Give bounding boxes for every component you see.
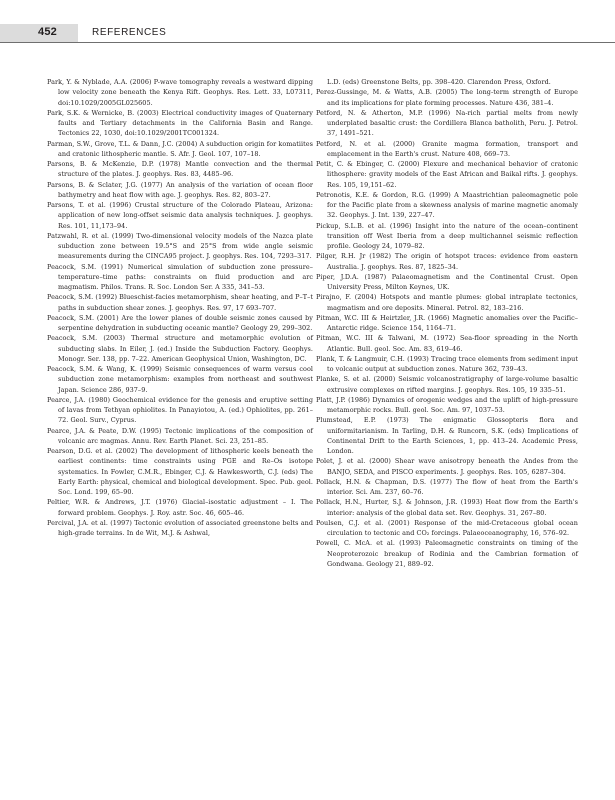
reference-column-left <box>47 77 313 538</box>
reference-entry: Percival, J.A. et al. (1997) Tectonic evolution of associated greenstone belts and high-grade terrains. In de Wit, M.J. & Ashwal, <box>47 518 313 537</box>
reference-entry: Perez-Gussinge, M. & Watts, A.B. (2005) The long-term strength of Europe and its implications for plate forming processes. Nature 436, 381–4. <box>316 88 578 107</box>
reference-entry: Poulsen, C.J. et al. (2001) Response of the mid-Cretaceous global ocean circulation to tectonic and CO₂ forcings. Palaeoceanography, 16, 576–92. <box>316 518 578 537</box>
running-header <box>0 24 615 43</box>
reference-entry: Peacock, S.M. (1991) Numerical simulation of subduction zone pressure–temperature–time paths: constraints on fluid production and arc magmatism. Philos. Trans. R. Soc. London Ser. A 335, 341–53. <box>47 262 313 291</box>
reference-entry: Plumstead, E.P. (1973) The enigmatic Glossopteris flora and uniformitarianism. In Tarling, D.H. & Runcorn, S.K. (eds) Implications of Continental Drift to the Earth Sciences, 1, pp. 413–24. Academic Press, London. <box>316 416 578 455</box>
reference-entry: Plank, T. & Langmuir, C.H. (1993) Tracing trace elements from sediment input to volcanic output at subduction zones. Nature 362, 739–43. <box>316 354 578 373</box>
reference-column-right <box>316 77 578 569</box>
reference-entry: Polet, J. et al. (2000) Shear wave anisotropy beneath the Andes from the BANJO, SEDA, and PISCO experiments. J. geophys. Res. 105, 6287–304. <box>316 457 578 476</box>
reference-entry: Pollack, H.N. & Chapman, D.S. (1977) The flow of heat from the Earth's interior. Sci. Am. 237, 60–76. <box>316 477 578 496</box>
reference-entry: Park, S.K. & Wernicke, B. (2003) Electrical conductivity images of Quaternary faults and Tertiary detachments in the California Basin and Range. Tectonics 22, 1030, doi:10.1029/2001TC001324. <box>47 108 313 138</box>
reference-entry: Pearce, J.A. (1980) Geochemical evidence for the genesis and eruptive setting of lavas from Tethyan ophiolites. In Panayiotou, A. (ed.) Ophiolites, pp. 261–72. Geol. Surv., Cyprus. <box>47 395 313 425</box>
reference-entry: Park, Y. & Nyblade, A.A. (2006) P-wave tomography reveals a westward dipping low velocity zone beneath the Kenya Rift. Geophys. Res. Lett. 33, L07311, doi:10.1029/2005GL025605. <box>47 78 313 107</box>
reference-entry: Patzwahl, R. et al. (1999) Two-dimensional velocity models of the Nazca plate subduction zone between 19.5°S and 25°S from wide angle seismic measurements during the CINCA95 project. J. geophys. Res. 104, 7293–317. <box>47 231 313 261</box>
reference-entry: Peacock, S.M. (1992) Blueschist-facies metamorphism, shear heating, and P–T–t paths in subduction shear zones. J. geophys. Res. 97, 17 693–707. <box>47 293 313 312</box>
reference-entry: Parsons, B. & McKenzie, D.P. (1978) Mantle convection and the thermal structure of the plates. J. geophys. Res. 83, 4485–96. <box>47 160 313 179</box>
page-number: 452 <box>38 26 57 38</box>
reference-entry: Petronotis, K.E. & Gordon, R.G. (1999) A Maastrichtian paleomagnetic pole for the Pacific plate from a skewness analysis of marine magnetic anomaly 32. Geophys. J. Int. 139, 227–47. <box>316 190 578 220</box>
reference-entry: Planke, S. et al. (2000) Seismic volcanostratigraphy of large-volume basaltic extrusive complexes on rifted margins. J. geophys. Res. 105, 19 335–51. <box>316 375 578 394</box>
reference-entry: Parsons, B. & Sclater, J.G. (1977) An analysis of the variation of ocean floor bathymetry and heat flow with age. J. geophys. Res. 82, 803–27. <box>47 180 313 199</box>
reference-entry: Petford, N. et al. (2000) Granite magma formation, transport and emplacement in the Earth's crust. Nature 408, 669–73. <box>316 139 578 158</box>
reference-entry: Pitman, W.C. III & Talwani, M. (1972) Sea-floor spreading in the North Atlantic. Bull. geol. Soc. Am. 83, 619–46. <box>316 334 578 353</box>
reference-entry: Peacock, S.M. (2003) Thermal structure and metamorphic evolution of subducting slabs. In Eiler, J. (ed.) Inside the Subduction Factory. Geophys. Monogr. Ser. 138, pp. 7–22. American Geophysical Union, Washington, DC. <box>47 334 313 363</box>
reference-entry: Pirajno, F. (2004) Hotspots and mantle plumes: global intraplate tectonics, magmatism and ore deposits. Mineral. Petrol. 82, 183–216. <box>316 293 578 312</box>
reference-entry: Platt, J.P. (1986) Dynamics of orogenic wedges and the uplift of high-pressure metamorphic rocks. Bull. geol. Soc. Am. 97, 1037–53. <box>316 395 578 414</box>
reference-entry: Pearce, J.A. & Peate, D.W. (1995) Tectonic implications of the composition of volcanic arc magmas. Annu. Rev. Earth Planet. Sci. 23, 251–85. <box>47 426 313 445</box>
reference-entry: Powell, C. McA. et al. (1993) Paleomagnetic constraints on timing of the Neoproterozoic breakup of Rodinia and the Cambrian formation of Gondwana. Geology 21, 889–92. <box>316 539 578 568</box>
running-head-title: REFERENCES <box>92 27 167 38</box>
reference-entry: Peacock, S.M. & Wang, K. (1999) Seismic consequences of warm versus cool subduction zone metamorphism: examples from northeast and southwest Japan. Science 286, 937–9. <box>47 365 313 394</box>
reference-entry: Pollack, H.N., Hurter, S.J. & Johnson, J.R. (1993) Heat flow from the Earth's interior: analysis of the global data set. Rev. Geophys. 31, 267–80. <box>316 498 578 517</box>
reference-entry: Piper, J.D.A. (1987) Palaeomagnetism and the Continental Crust. Open University Press, Milton Keynes, UK. <box>316 272 578 291</box>
reference-entry: Pickup, S.L.B. et al. (1996) Insight into the nature of the ocean–continent transition off West Iberia from a deep multichannel seismic reflection profile. Geology 24, 1079–82. <box>316 221 578 250</box>
reference-entry: Peltier, W.R. & Andrews, J.T. (1976) Glacial–isostatic adjustment – I. The forward problem. Geophys. J. Roy. astr. Soc. 46, 605–46. <box>47 498 313 517</box>
reference-entry: Peacock, S.M. (2001) Are the lower planes of double seismic zones caused by serpentine dehydration in subducting oceanic mantle? Geology 29, 299–302. <box>47 313 313 332</box>
reference-entry-continued: L.D. (eds) Greenstone Belts, pp. 398–420. Clarendon Press, Oxford. <box>327 78 551 86</box>
reference-entry: Parman, S.W., Grove, T.L. & Dann, J.C. (2004) A subduction origin for komatiites and cratonic lithospheric mantle. S. Afr. J. Geol. 107, 107–18. <box>47 139 313 158</box>
reference-entry: Pilger, R.H. Jr (1982) The origin of hotspot traces: evidence from eastern Australia. J. geophys. Res. 87, 1825–34. <box>316 252 578 271</box>
reference-entry: Parsons, T. et al. (1996) Crustal structure of the Colorado Plateau, Arizona: application of new long-offset seismic data analysis techniques. J. geophys. Res. 101, 11,173–94. <box>47 201 313 230</box>
reference-entry: Pearson, D.G. et al. (2002) The development of lithospheric keels beneath the earliest continents: time constraints using PGE and Re–Os isotope systematics. In Fowler, C.M.R., Ebinger, C.J. & Hawkesworth, C.J. (eds) The Early Earth: physical, chemical and biological development. Spec. Pub. geol. Soc. Lond. 199, 65–90. <box>47 447 313 496</box>
reference-entry: Petford, N. & Atherton, M.P. (1996) Na-rich partial melts from newly underplated basaltic crust: the Cordillera Blanca batholith, Peru. J. Petrol. 37, 1491–521. <box>316 108 578 138</box>
reference-entry: Pitman, W.C. III & Heirtzler, J.R. (1966) Magnetic anomalies over the Pacific–Antarctic ridge. Science 154, 1164–71. <box>316 313 578 332</box>
reference-entry: Petit, C. & Ebinger, C. (2000) Flexure and mechanical behavior of cratonic lithosphere: gravity models of the East African and Baikal rifts. J. geophys. Res. 105, 19,151–62. <box>316 160 578 189</box>
